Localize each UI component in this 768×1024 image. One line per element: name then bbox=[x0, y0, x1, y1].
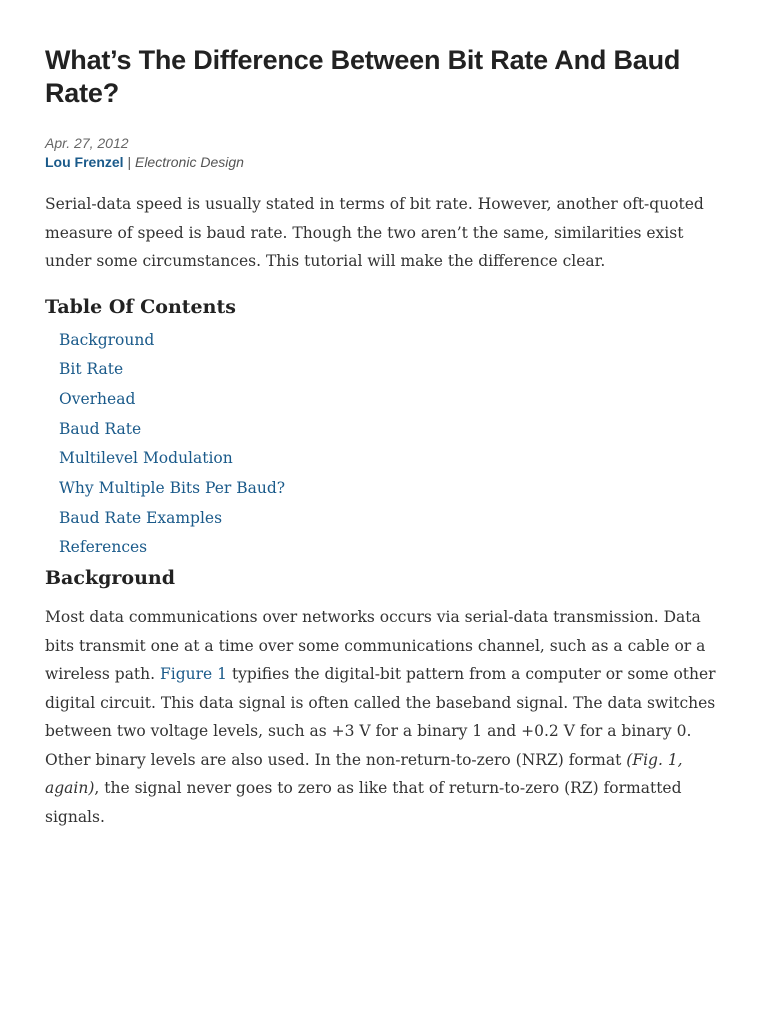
toc-item bbox=[59, 533, 725, 563]
toc-link-bit-rate[interactable]: Bit Rate bbox=[59, 360, 124, 379]
toc-link-why-multiple-bits[interactable]: Why Multiple Bits Per Baud? bbox=[59, 479, 286, 498]
toc-item bbox=[59, 504, 725, 534]
toc-item bbox=[59, 415, 725, 445]
background-paragraph bbox=[45, 603, 725, 831]
background-text-part-1: Most data communications over networks occurs via serial-data transmission. Data bits transmit one at a time over some communications channel, such as a cable or a wireless path. bbox=[45, 608, 706, 684]
toc-link-background[interactable]: Background bbox=[59, 330, 155, 349]
toc-link-baud-rate-examples[interactable]: Baud Rate Examples bbox=[59, 508, 223, 527]
article-title: What’s The Difference Between Bit Rate And Baud Rate? bbox=[45, 45, 681, 108]
toc-item bbox=[59, 326, 725, 356]
toc-link-overhead[interactable]: Overhead bbox=[59, 389, 136, 408]
intro-paragraph: Serial-data speed is usually stated in terms of bit rate. However, another oft-quoted measure of speed is baud rate. Though the two aren’t the same, similarities exist under some circumstances. This tutorial will make the difference clear. bbox=[45, 195, 704, 270]
toc-heading: Table Of Contents bbox=[45, 295, 236, 318]
toc-link-references[interactable]: References bbox=[59, 538, 148, 557]
publication-name: Electronic Design bbox=[134, 154, 244, 170]
toc-item bbox=[59, 385, 725, 415]
table-of-contents bbox=[45, 326, 725, 564]
figure-1-link[interactable]: Figure 1 bbox=[160, 665, 228, 684]
background-text-part-3: , the signal never goes to zero as like that of return-to-zero (RZ) formatted signals. bbox=[45, 779, 682, 826]
toc-link-multilevel-modulation[interactable]: Multilevel Modulation bbox=[59, 449, 233, 468]
toc-item bbox=[59, 474, 725, 504]
toc-item bbox=[59, 355, 725, 385]
byline bbox=[45, 152, 725, 172]
article-date: Apr. 27, 2012 bbox=[45, 135, 129, 151]
article bbox=[45, 44, 725, 831]
author-link[interactable]: Lou Frenzel bbox=[45, 154, 124, 170]
toc-link-baud-rate[interactable]: Baud Rate bbox=[59, 419, 142, 438]
background-heading: Background bbox=[45, 567, 175, 590]
byline-separator: | bbox=[127, 154, 132, 170]
toc-item bbox=[59, 444, 725, 474]
figure-reference: (Fig. 1, again) bbox=[45, 750, 683, 798]
background-text-part-2: typifies the digital-bit pattern from a computer or some other digital circuit. This data signal is often called the baseband signal. The data switches between two voltage levels, such as +3 V for a binary 1 and +0.2 V for a binary 0. Other binary levels are also used. In the non-return-to-zero (NRZ) format bbox=[45, 665, 716, 769]
